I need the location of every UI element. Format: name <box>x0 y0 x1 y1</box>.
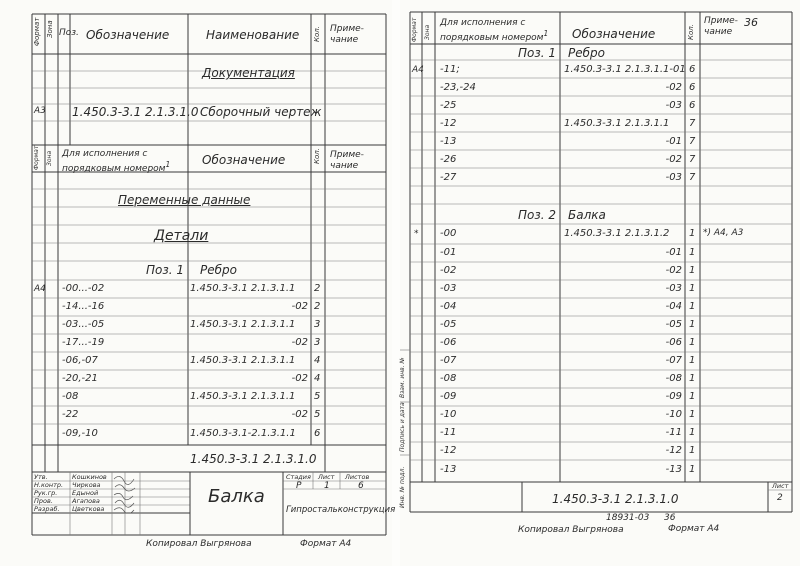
header-qty: Кол. <box>313 26 321 42</box>
header-zone: Зона <box>46 20 54 38</box>
row-variant: -26 <box>440 154 457 165</box>
row-qty: 1 <box>689 355 696 366</box>
header-qty: Кол. <box>687 24 695 40</box>
stamp-stage: Р <box>296 481 302 491</box>
pos1-name: Ребро <box>200 263 237 277</box>
row-designation: 1.450.3-3.1 2.1.3.1.1 <box>190 391 296 402</box>
row-qty: 4 <box>314 373 321 384</box>
row-designation: 1.450.3-3.1 2.1.3.1.1 <box>190 283 296 294</box>
row-variant: -08 <box>62 391 79 402</box>
row-designation: -02 <box>665 82 682 93</box>
row-designation: -11 <box>665 427 682 438</box>
row-qty: 4 <box>314 355 321 366</box>
row-qty: 1 <box>689 301 696 312</box>
row-qty: 1 <box>689 337 696 348</box>
row-designation: -04 <box>665 301 682 312</box>
row-qty: 1 <box>689 427 696 438</box>
header2-format: Формат <box>33 145 40 170</box>
section-variable-data: Переменные данные <box>118 193 251 207</box>
stamp-name: Агапова <box>72 497 100 505</box>
stamp-role: Н.контр. <box>34 481 64 489</box>
row-qty: 7 <box>689 154 696 165</box>
row-variant: -00 <box>440 228 457 239</box>
row-note: *) А4, А3 <box>703 228 744 238</box>
stamp-role: Разраб. <box>34 505 60 513</box>
stamp-name: Цветкова <box>72 505 105 513</box>
row-qty: 5 <box>314 391 321 402</box>
pos1-label: Поз. 1 <box>146 263 185 277</box>
row-variant: -17...-19 <box>62 337 105 348</box>
row-qty: 1 <box>689 464 696 475</box>
row-variant: -05 <box>440 319 457 330</box>
row-designation: -01 <box>665 136 682 147</box>
row-qty: 7 <box>689 136 696 147</box>
stamp-stage-label: Стадия <box>286 473 311 481</box>
row-designation: -08 <box>665 373 682 384</box>
row-designation: -09 <box>665 391 682 402</box>
row-designation: -07 <box>665 355 682 366</box>
row-designation: 1.450.3-3.1 2.1.3.1.1 <box>190 319 296 330</box>
row-qty: 1 <box>689 283 696 294</box>
row-qty: 5 <box>314 409 321 420</box>
row-variant: -03...-05 <box>62 319 105 330</box>
stamp-org: Гипростальконструкция <box>286 505 396 515</box>
stamp-name: Чиркова <box>72 481 101 489</box>
header-designation: Обозначение <box>86 28 170 42</box>
spec-sheet-1 <box>0 0 396 566</box>
pos2-label: Поз. 2 <box>518 208 557 222</box>
stamp-name: Кошкинов <box>72 473 107 481</box>
row-variant: -25 <box>440 100 457 111</box>
stamp-role: Рук.гр. <box>34 489 58 497</box>
row-variant: -07 <box>440 355 457 366</box>
stamp-sheets: 6 <box>358 481 364 491</box>
section-documentation: Документация <box>202 66 295 80</box>
row-format: * <box>414 229 419 239</box>
row-designation: -02 <box>291 337 308 348</box>
header-name: Наименование <box>206 28 300 42</box>
row-variant: -04 <box>440 301 457 312</box>
row-variant: -12 <box>440 118 457 129</box>
row-variant: -11 <box>440 427 457 438</box>
row-designation: -02 <box>291 409 308 420</box>
pos1-name: Ребро <box>568 46 605 60</box>
section-parts: Детали <box>154 228 209 244</box>
stamp-code: 1.450.3-3.1 2.1.3.1.0 <box>552 492 679 506</box>
row-qty: 6 <box>689 82 696 93</box>
row-format: А4 <box>34 284 46 294</box>
stamp-sheets-label: Листов <box>345 473 370 481</box>
pos2-name: Балка <box>568 208 606 222</box>
row-variant: -23,-24 <box>440 82 476 93</box>
row-designation: 1.450.3-3.1 2.1.3.1.1 <box>190 355 296 366</box>
doc-name: Сборочный чертеж <box>200 105 322 119</box>
row-designation: -02 <box>665 154 682 165</box>
row-qty: 1 <box>689 265 696 276</box>
row-qty: 1 <box>689 391 696 402</box>
row-variant: -00...-02 <box>62 283 105 294</box>
stamp-sheet-label: Лист <box>318 473 335 481</box>
row-variant: -02 <box>440 265 457 276</box>
doc-designation: 1.450.3-3.1 2.1.3.1.0 <box>72 105 199 119</box>
row-variant: -11; <box>440 64 460 75</box>
row-qty: 6 <box>689 100 696 111</box>
bottom-inv: 18931-03 <box>606 513 650 523</box>
row-qty: 1 <box>689 228 696 239</box>
row-qty: 1 <box>689 319 696 330</box>
stamp-sheet: 1 <box>324 481 330 491</box>
row-variant: -13 <box>440 136 457 147</box>
row-variant: -06 <box>440 337 457 348</box>
row-designation: 1.450.3-3.1 2.1.3.1.2 <box>564 228 670 239</box>
row-designation: -03 <box>665 172 682 183</box>
row-designation: 1.450.3-3.1 2.1.3.1.1-01 <box>564 64 686 75</box>
row-qty: 6 <box>314 428 321 439</box>
row-qty: 3 <box>314 337 321 348</box>
stamp-name: Едыной <box>72 489 99 497</box>
row-qty: 1 <box>689 373 696 384</box>
row-variant: -14...-16 <box>62 301 105 312</box>
row-format: А4 <box>412 65 424 75</box>
stamp-sheet-label: Лист <box>772 482 789 490</box>
row-qty: 7 <box>689 172 696 183</box>
row-variant: -10 <box>440 409 457 420</box>
header2-designation: Обозначение <box>202 153 286 167</box>
row-designation: -12 <box>665 445 682 456</box>
header-zone: Зона <box>424 24 431 40</box>
page-number: 36 <box>744 16 758 29</box>
signature-scribbles <box>112 473 152 513</box>
row-qty: 1 <box>689 445 696 456</box>
spec-sheet-2 <box>400 0 800 566</box>
row-designation: -10 <box>665 409 682 420</box>
stamp-code: 1.450.3-3.1 2.1.3.1.0 <box>190 452 317 466</box>
footer-format: Формат А4 <box>300 539 352 549</box>
row-designation: -03 <box>665 283 682 294</box>
header-format: Формат <box>411 17 418 42</box>
row-qty: 6 <box>689 64 696 75</box>
header-pos: Поз. <box>59 28 79 38</box>
row-qty: 1 <box>689 247 696 258</box>
row-qty: 2 <box>314 301 321 312</box>
header-designation: Обозначение <box>572 27 656 41</box>
footer-copied: Копировал Выгрянова <box>146 539 252 549</box>
row-variant: -09,-10 <box>62 428 98 439</box>
side-label-inv: Инв. № подл. <box>399 466 406 508</box>
row-designation: -02 <box>291 301 308 312</box>
row-variant: -01 <box>440 247 457 258</box>
header-variant-sup: 1 <box>543 29 549 39</box>
row-qty: 7 <box>689 118 696 129</box>
header2-note: Приме-чание <box>330 150 364 171</box>
footer-copied: Копировал Выгрянова <box>518 525 624 535</box>
header-note: Приме-чание <box>704 16 738 37</box>
doc-format: А3 <box>34 106 46 116</box>
row-designation: -13 <box>665 464 682 475</box>
pos1-label: Поз. 1 <box>518 46 557 60</box>
bottom-page: 36 <box>664 513 676 523</box>
row-qty: 2 <box>314 283 321 294</box>
row-variant: -12 <box>440 445 457 456</box>
row-variant: -20,-21 <box>62 373 98 384</box>
row-variant: -27 <box>440 172 457 183</box>
row-designation: -03 <box>665 100 682 111</box>
header-note: Приме-чание <box>330 24 364 45</box>
row-designation: -02 <box>665 265 682 276</box>
stamp-title: Балка <box>208 486 265 507</box>
row-designation: 1.450.3-3.1 2.1.3.1.1 <box>564 118 670 129</box>
row-designation: -05 <box>665 319 682 330</box>
row-designation: -02 <box>291 373 308 384</box>
row-qty: 3 <box>314 319 321 330</box>
row-variant: -13 <box>440 464 457 475</box>
header-format: Формат <box>33 17 41 46</box>
row-designation: 1.450.3-3.1-2.1.3.1.1 <box>190 428 296 439</box>
row-variant: -08 <box>440 373 457 384</box>
row-designation: -01 <box>665 247 682 258</box>
row-variant: -06,-07 <box>62 355 98 366</box>
footer-format: Формат А4 <box>668 524 720 534</box>
row-variant: -09 <box>440 391 457 402</box>
stamp-sheet: 2 <box>777 493 783 503</box>
row-variant: -22 <box>62 409 79 420</box>
side-label-replace: Взам. инв. № <box>399 357 406 398</box>
header2-variant: Для исполнения с порядковым номером$^1$ <box>62 149 171 175</box>
header2-qty: Кол. <box>313 148 321 164</box>
header2-zone: Зона <box>46 150 53 166</box>
header2-variant-sup: 1 <box>165 160 171 170</box>
stamp-role: Пров. <box>34 497 53 505</box>
row-qty: 1 <box>689 409 696 420</box>
header-variant: Для исполнения с порядковым номером$^1$ <box>440 18 549 44</box>
stamp-role: Утв. <box>34 473 48 481</box>
row-variant: -03 <box>440 283 457 294</box>
side-label-sign: Подпись и дата <box>399 402 406 452</box>
row-designation: -06 <box>665 337 682 348</box>
